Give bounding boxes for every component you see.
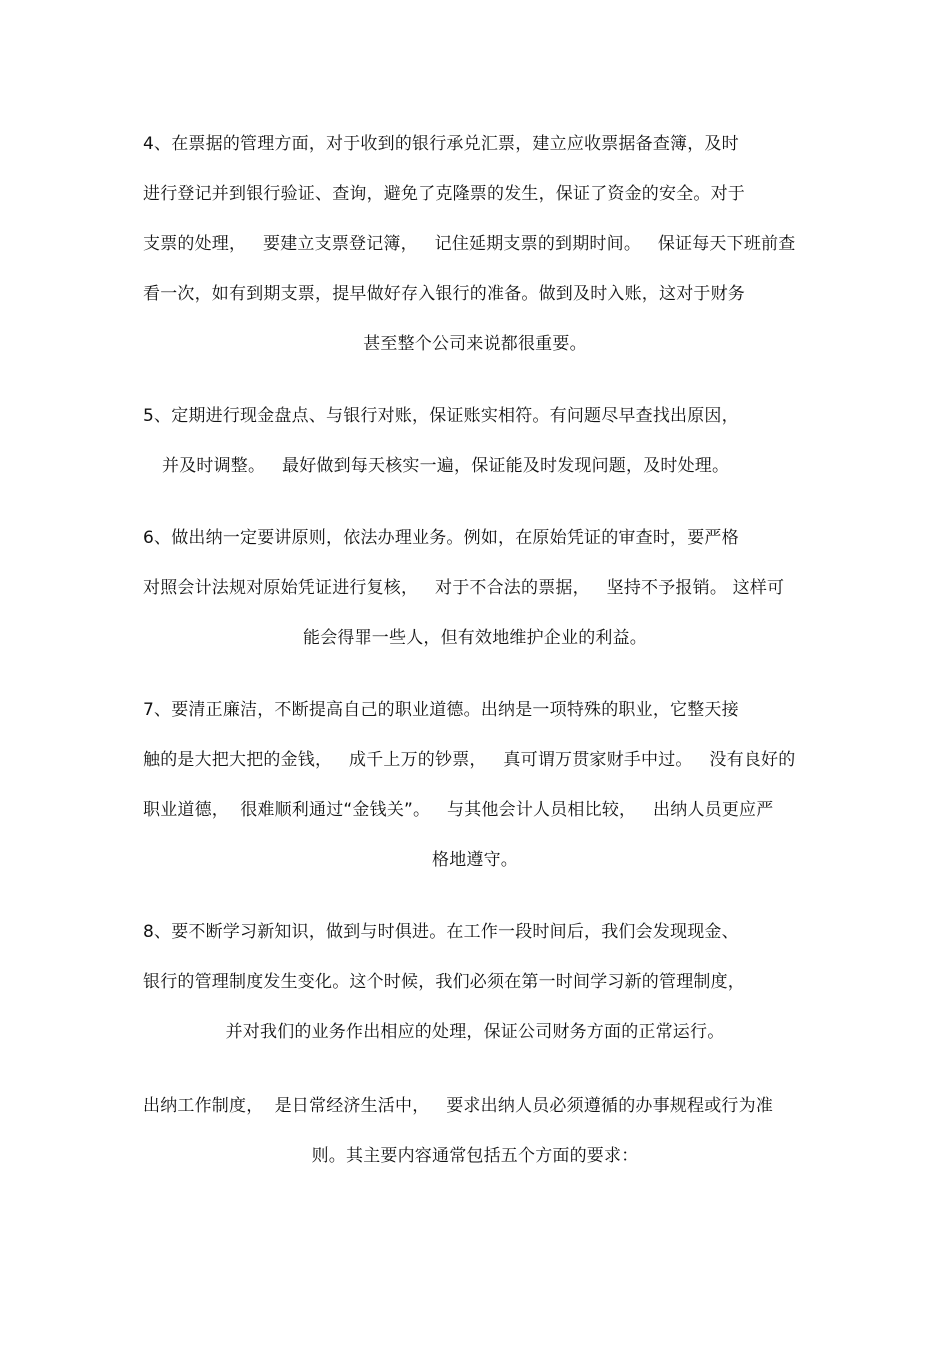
paragraph-4-line-2: 进行登记并到银行验证、查询，避免了克隆票的发生，保证了资金的安全。对于 (143, 184, 745, 204)
paragraph-4-line-1: 4、在票据的管理方面，对于收到的银行承兑汇票，建立应收票据备查簿，及时 (143, 134, 739, 154)
paragraph-6-line-1: 6、做出纳一定要讲原则，依法办理业务。例如，在原始凭证的审查时，要严格 (143, 528, 739, 548)
paragraph-5-line-1: 5、定期进行现金盘点、与银行对账，保证账实相符。有问题尽早查找出原因， (143, 406, 739, 426)
paragraph-6-line-3: 能会得罪一些人，但有效地维护企业的利益。 (303, 628, 647, 648)
closing-paragraph-line-1: 出纳工作制度， 是日常经济生活中， 要求出纳人员必须遵循的办事规程或行为准 (143, 1096, 774, 1116)
paragraph-4-line-5: 甚至整个公司来说都很重要。 (363, 334, 587, 354)
paragraph-7-line-2: 触的是大把大把的金钱， 成千上万的钞票， 真可谓万贯家财手中过。 没有良好的 (143, 750, 796, 770)
paragraph-7-line-1: 7、要清正廉洁，不断提高自己的职业道德。出纳是一项特殊的职业，它整天接 (143, 700, 739, 720)
paragraph-4-line-4: 看一次，如有到期支票，提早做好存入银行的准备。做到及时入账，这对于财务 (143, 284, 745, 304)
paragraph-8-line-3: 并对我们的业务作出相应的处理，保证公司财务方面的正常运行。 (225, 1022, 725, 1042)
paragraph-4-line-3: 支票的处理， 要建立支票登记簿， 记住延期支票的到期时间。 保证每天下班前查 (143, 234, 796, 254)
paragraph-7-line-3: 职业道德， 很难顺利通过“金钱关”。 与其他会计人员相比较， 出纳人员更应严 (143, 800, 774, 820)
paragraph-5-line-2: 并及时调整。 最好做到每天核实一遍，保证能及时发现问题，及时处理。 (162, 456, 730, 476)
paragraph-8-line-1: 8、要不断学习新知识，做到与时俱进。在工作一段时间后，我们会发现现金、 (143, 922, 739, 942)
paragraph-7-line-4: 格地遵守。 (432, 850, 518, 870)
paragraph-6-line-2: 对照会计法规对原始凭证进行复核， 对于不合法的票据， 坚持不予报销。 这样可 (143, 578, 785, 598)
closing-paragraph-line-2: 则。其主要内容通常包括五个方面的要求： (311, 1146, 639, 1166)
paragraph-8-line-2: 银行的管理制度发生变化。这个时候，我们必须在第一时间学习新的管理制度， (143, 972, 745, 992)
